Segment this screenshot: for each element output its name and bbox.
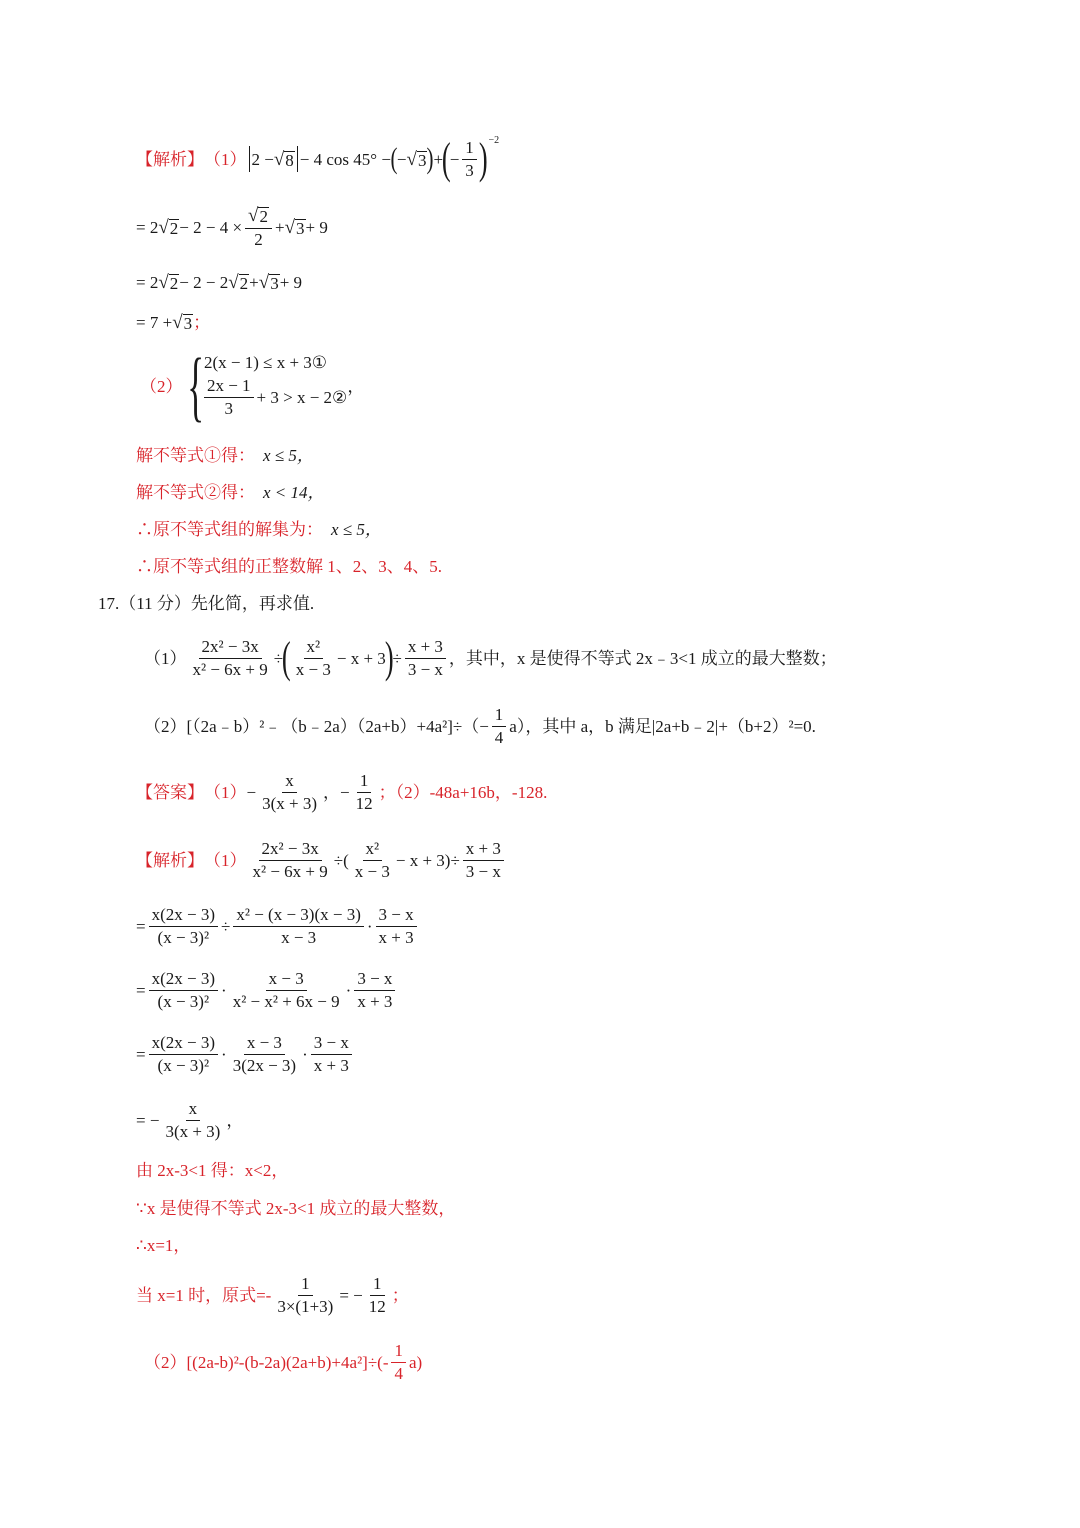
analysis-tag: 【解析】 [136, 149, 204, 169]
sol2-part-2 [144, 1340, 422, 1384]
expr-text: + [433, 149, 444, 169]
fraction: $\frac{3 - x}{x + 3}$ [311, 1034, 352, 1075]
expr-text: = 7 + [136, 312, 173, 332]
sol2-result-3: ∴x=1， [136, 1235, 191, 1255]
fraction: $\frac{x(2x - 3)}{\text{(x − 3)²}}$ [149, 1034, 218, 1075]
expr-text: = [136, 980, 146, 1000]
sol1-step-2 [136, 270, 302, 294]
expr-text: ÷ [221, 916, 231, 936]
expr-text: ÷ [392, 648, 402, 668]
abs-bar-right [297, 146, 298, 172]
exponent: −2 [488, 135, 500, 146]
result-text: ∴原不等式组的解集为： [136, 519, 323, 539]
result-math: x ≤ 5， [331, 519, 382, 539]
sqrt-2: √ 2 [158, 216, 179, 238]
expr-text: − [449, 149, 460, 169]
fraction: $\frac{x(2x - 3)}{\text{(x − 3)²}}$ [149, 906, 218, 947]
fraction: $\frac{x + 3}{3 - x}$ [463, 840, 504, 881]
expr-text: + [274, 217, 285, 237]
expr-text: ； [391, 1285, 409, 1305]
part-label: （1） [204, 149, 247, 169]
brace: { [186, 341, 204, 429]
expr-text: 2 − [251, 149, 274, 169]
expr-text: · [366, 916, 373, 936]
result-text: 解不等式②得： [136, 482, 255, 502]
fraction: $\frac{\text{2x² − 3x}}{\text{x² − 6x + 9}}$ [192, 636, 268, 679]
sol2-line-1 [136, 834, 507, 886]
analysis-tag: 【解析】 [136, 850, 204, 870]
fraction: $\frac{1}{3\times(1+3)}$ [277, 1273, 334, 1316]
paren-left: ( [282, 633, 291, 683]
part-label: （2） [144, 1352, 187, 1372]
sqrt-2: √ 2 [228, 271, 249, 293]
expr-text: ， [347, 376, 365, 396]
expr-text: = [136, 1044, 146, 1064]
part-label: （1） [144, 648, 187, 668]
system-rows [204, 354, 347, 418]
fraction: $\frac{1}{12}$ [368, 1273, 386, 1316]
fraction: $\frac{1}{4}$ [492, 706, 507, 747]
sol1-step-1 [136, 204, 328, 250]
expr-text: ； [193, 312, 211, 332]
expr-text: − [246, 782, 257, 802]
sol2-line-4 [136, 1028, 355, 1080]
expr-text: + 9 [279, 272, 303, 292]
answer-tag: 【答案】 [136, 782, 204, 802]
fraction: $\frac{1}{4}$ [391, 1342, 406, 1383]
paren-right: ) [478, 134, 488, 184]
expr-text: a) [408, 1352, 423, 1372]
part-label: （2） [140, 376, 183, 396]
question-17-part-1 [144, 632, 837, 684]
part-label: （1） [204, 782, 247, 802]
question-17-header: 17.（11 分）先化简，再求值. [98, 593, 315, 613]
abs-bar-left [249, 146, 250, 172]
expr-text: [（2a﹣b）²﹣（b﹣2a）（2a+b）+4a²]÷（− [186, 716, 489, 736]
sqrt-2: √ 2 [158, 271, 179, 293]
expr-text: = − [339, 1285, 363, 1305]
inequality-2: $\frac{2x - 1}{3}$ + 3 > x − 2② [204, 377, 347, 418]
sol2-line-3 [136, 964, 398, 1016]
expr-text: = 2 [136, 217, 159, 237]
expr-text: ÷( [333, 850, 349, 870]
result-4: ∴原不等式组的正整数解 1、2、3、4、5. [136, 556, 442, 576]
expr-text: + [249, 272, 259, 292]
fraction: $\frac{1}{12}$ [355, 770, 373, 813]
sol2-line-5 [136, 1094, 243, 1146]
fraction: $\frac{x - 3}{\text{x² − x² + 6x − 9}}$ [232, 968, 340, 1011]
sol2-line-2 [136, 900, 420, 952]
expr-text: 当 x=1 时，原式=- [136, 1285, 272, 1305]
expr-text: − x + 3)÷ [395, 850, 460, 870]
expr-text: − [340, 782, 350, 802]
expr-text: − [396, 149, 407, 169]
result-3 [136, 518, 382, 540]
fraction: $\frac{x}{3(x + 3)}$ [165, 1098, 221, 1141]
expr-text: = − [136, 1110, 160, 1130]
sol1-line-1 [136, 136, 499, 182]
fraction: $\frac{\text{x²}}{x - 3}$ [354, 838, 390, 881]
expr-text: · [221, 1044, 227, 1064]
inequality-1: 2(x − 1) ≤ x + 3① [203, 353, 328, 373]
fraction: $\frac{x + 3}{3 - x}$ [405, 638, 446, 679]
expr-text: · [221, 980, 227, 1000]
fraction: $\frac{3 - x}{x + 3}$ [376, 906, 417, 947]
sqrt-3: √ 3 [172, 311, 193, 333]
expr-text: − 2 − 4 × [179, 217, 243, 237]
sqrt-3: √ 3 [406, 148, 427, 170]
result-math: x ≤ 5， [263, 445, 314, 465]
answer-line [136, 766, 547, 818]
part-label: （2） [144, 716, 187, 736]
result-2 [136, 481, 325, 503]
sol2-result-1: 由 2x-3<1 得：x<2， [136, 1160, 289, 1180]
paren-right: ) [384, 633, 394, 683]
result-text: 解不等式①得： [136, 445, 255, 465]
fraction: $\frac{1}{3}$ [462, 139, 477, 180]
question-17-part-2 [144, 704, 816, 748]
expr-text: ÷ [273, 648, 284, 668]
fraction: $\frac{x(2x - 3)}{\text{(x − 3)²}}$ [149, 970, 218, 1011]
expr-text: · [302, 1044, 308, 1064]
paren-right: ) [426, 142, 434, 175]
sqrt-8: √ 8 [273, 148, 294, 170]
expr-text: − 4 cos 45° − [299, 149, 391, 169]
sol2-result-4 [136, 1268, 409, 1322]
sol1-step-3 [136, 310, 210, 334]
fraction: $\frac{\text{x² − (x − 3)(x − 3)}}{x - 3}$ [233, 906, 364, 947]
fraction: $\frac{x - 3}{3(2x - 3)}$ [232, 1032, 297, 1075]
expr-text: − 2 − 2 [179, 272, 229, 292]
expr-text: a），其中 a，b 满足|2a+b﹣2|+（b+2）²=0. [509, 716, 816, 736]
answer-rest: ；（2）-48a+16b，-128. [378, 782, 548, 802]
sqrt-3: √ 3 [258, 271, 279, 293]
inequality-system [140, 341, 365, 429]
fraction: $\frac{3 - x}{x + 3}$ [354, 970, 395, 1011]
expr-text: = 2 [136, 272, 159, 292]
fraction: $\frac{\text{2x² − 3x}}{\text{x² − 6x + 9}}$ [252, 838, 328, 881]
expr-text: [(2a-b)²-(b-2a)(2a+b)+4a²]÷(- [186, 1352, 389, 1372]
fraction: $\frac{x}{3(x + 3)}$ [262, 770, 318, 813]
part-label: （1） [204, 850, 247, 870]
expr-text: = [136, 916, 146, 936]
sqrt-3: √ 3 [284, 216, 305, 238]
sol2-result-2: ∵x 是使得不等式 2x-3<1 成立的最大整数， [136, 1198, 456, 1218]
expr-text: ， [323, 782, 341, 802]
expr-text: + 9 [305, 217, 328, 237]
expr-text: ， [226, 1110, 244, 1130]
expr-text: ，其中，x 是使得不等式 2x﹣3<1 成立的最大整数； [448, 648, 837, 668]
expr-text: · [345, 980, 352, 1000]
paren-left: ( [390, 142, 398, 175]
fraction: √ 2 2 [245, 206, 272, 249]
fraction: $\frac{\text{x²}}{x - 3}$ [295, 636, 331, 679]
paren-left: ( [441, 134, 451, 184]
expr-text: − x + 3 [336, 648, 386, 668]
result-1 [136, 444, 314, 466]
result-math: x < 14， [263, 482, 325, 502]
